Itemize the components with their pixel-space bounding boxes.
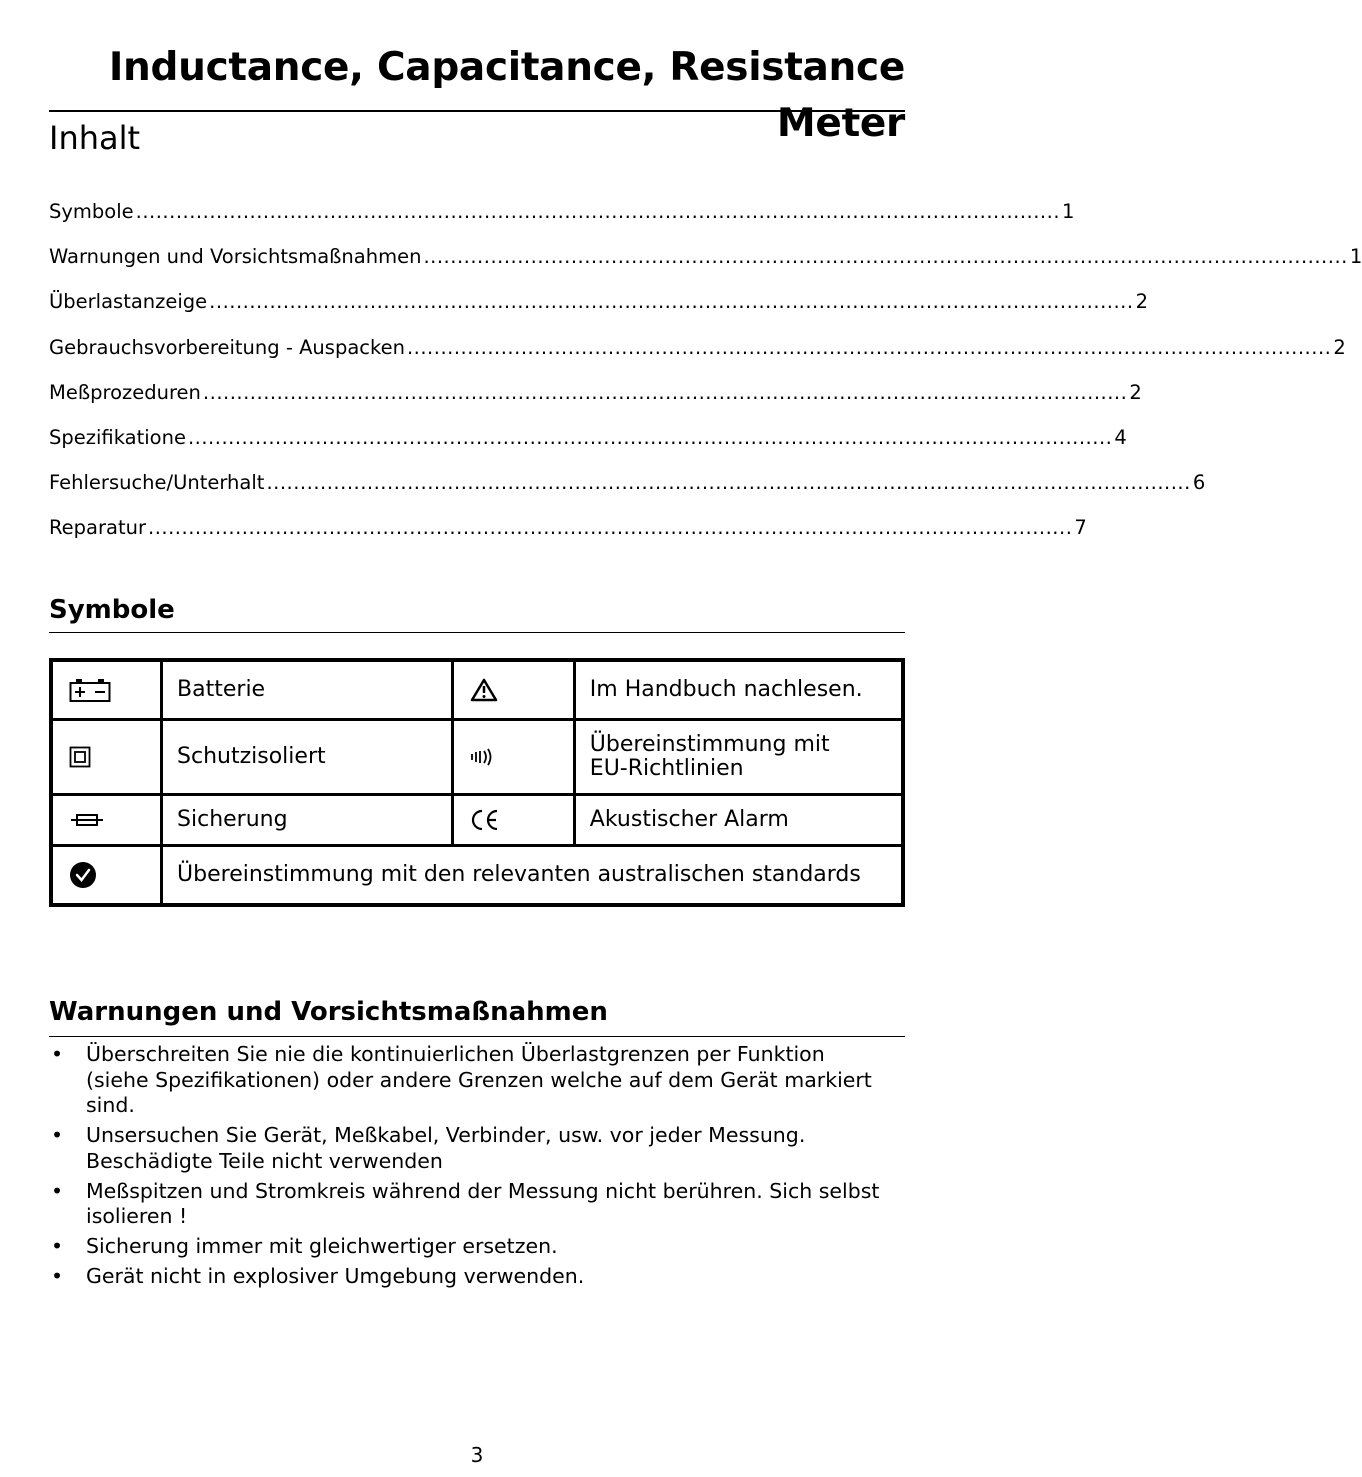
toc-leader-dots: .......................................................................................................................................... [209,290,1134,314]
list-item-line: Gerät nicht in explosiver Umgebung verwenden. [86,1264,585,1288]
beeper-icon [452,720,574,795]
symbol-label: Akustischer Alarm [574,795,903,846]
page-title: Inductance, Capacitance, Resistance Meter [108,45,905,146]
list-item-line: isolieren ! [86,1204,188,1228]
symbol-label: Übereinstimmung mit den relevanten australischen standards [162,846,903,906]
toc-entry-label: Symbole [49,200,134,223]
toc-entry-page: 1 [1062,200,1075,223]
symbol-label: Batterie [162,660,453,720]
table-row [51,660,903,720]
symbol-label: Schutzisoliert [162,720,453,795]
toc-entry-label: Reparatur [49,516,146,540]
table-row [51,846,903,906]
list-item-line: Meßspitzen und Stromkreis während der Messung nicht berühren. Sich selbst [86,1178,880,1203]
c-tick-icon [51,846,162,906]
list-item-line: Sicherung immer mit gleichwertiger ersetzen. [86,1234,558,1258]
list-item-line: sind. [86,1093,135,1117]
symbol-label-line1: Übereinstimmung mit [589,732,830,757]
title-rule [49,110,905,112]
table-row [51,720,903,795]
toc-leader-dots: .......................................................................................................................................... [266,471,1191,495]
symbol-label [574,720,903,795]
toc-entry-reparatur[interactable] [49,512,1087,557]
toc-entry-label: Fehlersuche/Unterhalt [49,471,265,495]
toc-entry-page: 2 [1129,380,1142,404]
toc-leader-dots: .......................................................................................................................................... [135,200,1061,223]
symbols-rule [49,632,905,633]
bullet-marker: • [51,1264,64,1288]
toc-entry-page: 2 [1135,290,1148,314]
bullet-marker: • [51,1234,64,1258]
list-item [49,1234,905,1260]
symbol-label: Im Handbuch nachlesen. [574,660,903,720]
warning-triangle-icon [452,660,574,720]
list-item-line: Beschädigte Teile nicht verwenden [86,1148,443,1173]
symbols-heading: Symbole [49,595,175,625]
list-item [49,1042,905,1119]
toc-entry-page: 6 [1192,471,1206,495]
fuse-icon [51,795,162,846]
toc-leader-dots: .......................................................................................................................................... [406,335,1332,359]
toc-entry-label: Warnungen und Vorsichtsmaßnahmen [49,245,422,269]
toc-entry-symbole[interactable] [49,196,1075,241]
list-item [49,1123,905,1174]
toc-entry-label: Überlastanzeige [49,290,208,314]
toc-entry-page: 2 [1333,335,1346,359]
table-row [51,795,903,846]
symbol-label-line2: EU-Richtlinien [589,756,744,781]
list-item-line: (siehe Spezifikationen) oder andere Grenzen welche auf dem Gerät markiert [86,1067,872,1092]
toc-entry-page: 7 [1074,516,1087,540]
warnings-heading: Warnungen und Vorsichtsmaßnahmen [49,997,608,1027]
toc-leader-dots: .......................................................................................................................................... [187,425,1113,449]
toc-entry-label: Spezifikatione [49,425,186,449]
toc-entry-messprozeduren[interactable] [49,377,1142,422]
toc-entry-ueberlastanzeige[interactable] [49,286,1148,331]
bullet-marker: • [51,1178,64,1203]
toc-entry-warnungen[interactable] [49,241,1362,286]
ce-mark-icon [452,795,574,846]
symbol-label: Sicherung [162,795,453,846]
toc-entry-label: Gebrauchsvorbereitung - Auspacken [49,335,405,359]
toc-entry-page: 1 [1349,245,1362,269]
toc-entry-page: 4 [1114,425,1127,449]
list-item-line: Unsersuchen Sie Gerät, Meßkabel, Verbinder, usw. vor jeder Messung. [86,1123,806,1147]
toc-leader-dots: .......................................................................................................................................... [423,245,1348,269]
contents-heading: Inhalt [49,119,141,157]
list-item-line: Überschreiten Sie nie die kontinuierlichen Überlastgrenzen per Funktion [86,1042,825,1066]
double-insulation-icon [51,720,162,795]
toc-entry-label: Meßprozeduren [49,380,201,404]
bullet-marker: • [51,1123,64,1147]
symbols-table [49,658,905,907]
toc-leader-dots: .......................................................................................................................................... [202,380,1128,404]
toc-entry-spezifikatione[interactable] [49,422,1127,467]
list-item [49,1264,905,1290]
bullet-marker: • [51,1042,64,1066]
toc-entry-gebrauchsvorbereitung[interactable] [49,332,1346,377]
toc-entry-fehlersuche[interactable] [49,467,1206,512]
warnings-list [49,1042,905,1294]
battery-icon [51,660,162,720]
page-number: 3 [470,1443,484,1467]
table-of-contents [49,196,1362,558]
list-item [49,1179,905,1230]
toc-leader-dots: .......................................................................................................................................... [148,516,1073,540]
warnings-rule [49,1036,905,1037]
